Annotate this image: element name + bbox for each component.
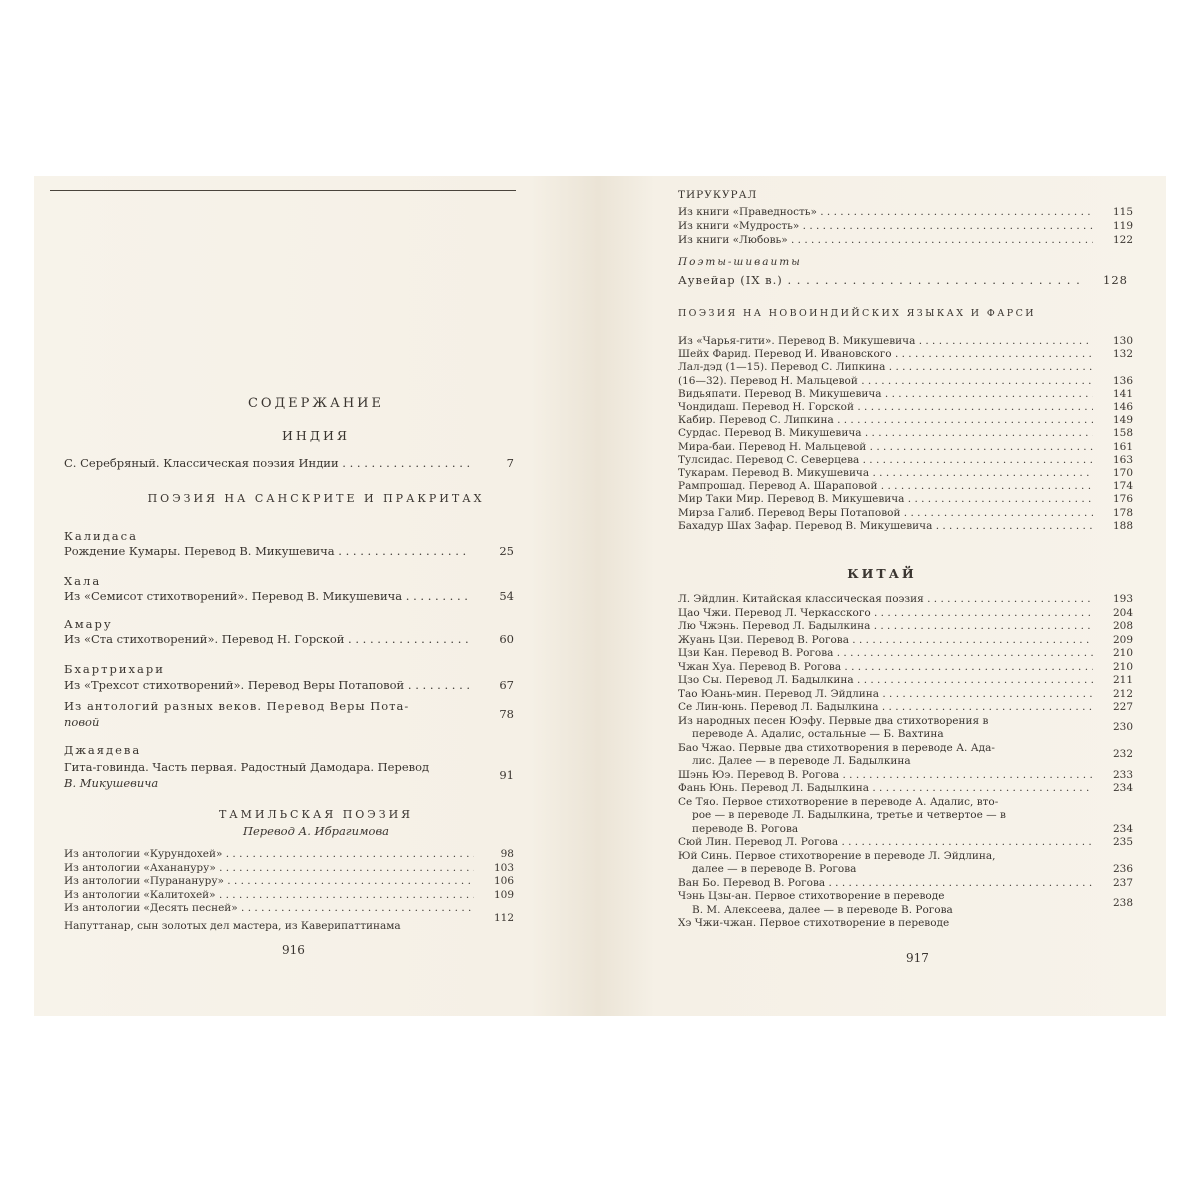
toc-entry-line1[interactable]: Из народных песен Юэфу. Первые два стихотворения в [678, 714, 989, 727]
author-amaru: Амару [64, 617, 113, 631]
tamil-translator: Перевод А. Ибрагимова [242, 824, 390, 838]
entry-title: Се Лин-юнь. Перевод Л. Бадылкина . . . [678, 701, 1093, 715]
entry-page: 7 [506, 456, 514, 470]
top-rule [50, 190, 516, 191]
author-kalidasa: Калидаса [64, 529, 138, 543]
entry-page: 103 [493, 861, 514, 874]
toc-entry-line2: переводе А. Адалис, остальные — Б. Вахтина [692, 728, 944, 740]
entry-title: Сурдас. Перевод В. Микушевича . . . [678, 427, 1093, 441]
entry-page: 212 [1112, 687, 1133, 700]
entry-page: 230 [1112, 721, 1133, 734]
entry-page: 211 [1112, 674, 1133, 686]
toc-entry[interactable] [678, 701, 1133, 715]
entry-title: Цзо Сы. Перевод Л. Бадылкина . . . [678, 674, 1093, 688]
toc-entry[interactable] [678, 401, 1133, 415]
toc-entry[interactable] [678, 388, 1133, 402]
entry-page: 163 [1112, 453, 1133, 466]
entry-title: Бахадур Шах Зафар. Перевод В. Микушевича . . . [678, 520, 1093, 534]
toc-entry[interactable] [678, 375, 1133, 389]
entry-title: Из книги «Мудрость» . . . [678, 220, 1093, 234]
toc-entry[interactable] [678, 507, 1133, 521]
entry-title: Жуань Цзи. Перевод В. Рогова . . . [678, 634, 1093, 648]
entry-page: 208 [1112, 620, 1133, 632]
entry-title: Тао Юань-мин. Перевод Л. Эйдлина . . . [678, 688, 1093, 702]
toc-entry[interactable] [678, 520, 1133, 534]
entry-title: Мир Таки Мир. Перевод В. Микушевича . . . [678, 493, 1093, 507]
author-bhartrihari: Бхартрихари [64, 662, 165, 676]
toc-entry[interactable] [678, 661, 1133, 675]
entry-page: 204 [1112, 606, 1133, 619]
toc-entry-anthology-page: 78 [499, 707, 514, 721]
toc-entry[interactable] [678, 769, 1133, 783]
contents-title: СОДЕРЖАНИЕ [247, 396, 385, 411]
entry-page: 193 [1112, 593, 1133, 605]
entry-page: 176 [1112, 493, 1133, 506]
toc-entry[interactable] [678, 220, 1133, 234]
entry-title: С. Серебряный. Классическая поэзия Индии . . . [64, 455, 470, 471]
page-number-left: 916 [282, 943, 305, 957]
section-heading-shivaites: Поэты-шиваиты [678, 256, 802, 268]
entry-page: 170 [1112, 467, 1133, 479]
toc-entry[interactable] [678, 782, 1133, 796]
entry-page: 128 [1103, 273, 1128, 287]
toc-entry[interactable] [678, 454, 1133, 468]
toc-entry-line1[interactable]: Юй Синь. Первое стихотворение в переводе Л. Эйдлина, [678, 849, 996, 862]
entry-title: Из антологии «Курундохей» . . . [64, 848, 474, 862]
toc-entry[interactable] [64, 902, 514, 916]
toc-entry-amaru[interactable] [64, 631, 514, 647]
toc-entry[interactable] [678, 335, 1133, 349]
toc-entry-line3: переводе В. Рогова [692, 822, 799, 835]
entry-page: 136 [1112, 374, 1133, 387]
entry-page: 238 [1112, 896, 1133, 909]
entry-title: Из антологии «Десять песней» . . . [64, 902, 474, 916]
entry-page: 141 [1112, 387, 1133, 400]
toc-entry-line1[interactable]: Чэнь Цзы-ан. Первое стихотворение в переводе [678, 890, 945, 902]
toc-entry-line2: В. М. Алексеева, далее — в переводе В. Рогова [692, 903, 953, 916]
toc-entry[interactable] [678, 480, 1133, 494]
entry-page: 25 [499, 544, 514, 558]
entry-title: Из антологии «Калитохей» . . . [64, 889, 474, 903]
toc-entry-line1[interactable]: Се Тяо. Первое стихотворение в переводе А. Адалис, вто- [678, 795, 999, 808]
toc-entry[interactable] [678, 634, 1133, 648]
entry-page: 235 [1112, 836, 1133, 848]
toc-entry-auveyar[interactable] [678, 272, 1128, 288]
toc-entry-jayadeva-page: 91 [499, 768, 514, 782]
entry-page: 234 [1112, 822, 1133, 835]
toc-entry[interactable] [678, 836, 1133, 850]
toc-entry-naputtanar[interactable]: Напуттанар, сын золотых дел мастера, из Каверипаттинама [64, 920, 401, 932]
section-heading-new-indian: ПОЭЗИЯ НА НОВОИНДИЙСКИХ ЯЗЫКАХ И ФАРСИ [678, 308, 1036, 319]
toc-entry[interactable] [678, 441, 1133, 455]
toc-entry[interactable] [678, 877, 1133, 891]
entry-page: 98 [500, 848, 514, 860]
toc-entry[interactable] [64, 862, 514, 876]
entry-page: 115 [1112, 206, 1133, 218]
entry-title: Кабир. Перевод С. Липкина . . . [678, 414, 1093, 428]
toc-entry[interactable] [678, 414, 1133, 428]
entry-title: Из «Ста стихотворений». Перевод Н. Горской . . . [64, 631, 470, 647]
entry-page: 158 [1112, 427, 1133, 440]
entry-title: Из антологии «Аханануру» . . . [64, 862, 474, 876]
toc-entry-kalidasa[interactable] [64, 543, 514, 559]
entry-title: Шэнь Юэ. Перевод В. Рогова . . . [678, 769, 1093, 783]
entry-title: Мира-баи. Перевод Н. Мальцевой . . . [678, 441, 1093, 455]
entry-title: Лал-дэд (1—15). Перевод С. Липкина . . . [678, 361, 1093, 375]
toc-entry-line1[interactable]: Бао Чжао. Первые два стихотворения в переводе А. Ада- [678, 741, 995, 754]
entry-title: Аувейар (IX в.) . . . [678, 272, 1084, 288]
section-heading-tirukural: ТИРУКУРАЛ [678, 189, 758, 201]
entry-page: 109 [493, 888, 514, 901]
entry-page: 149 [1112, 414, 1133, 427]
section-heading-sanskrit: ПОЭЗИЯ НА САНСКРИТЕ И ПРАКРИТАХ [147, 492, 485, 505]
entry-page: 130 [1112, 335, 1133, 347]
entry-title: Чондидаш. Перевод Н. Горской . . . [678, 401, 1093, 415]
entry-title: Сюй Лин. Перевод Л. Рогова . . . [678, 836, 1093, 850]
entry-page: 60 [499, 632, 514, 646]
entry-page: 119 [1112, 220, 1133, 232]
entry-title: Рампрошад. Перевод А. Шараповой . . . [678, 480, 1093, 494]
toc-entry-jayadeva-line2: В. Микушевича [64, 776, 159, 790]
entry-title: (16—32). Перевод Н. Мальцевой . . . [678, 375, 1093, 389]
entry-page: 227 [1112, 701, 1133, 713]
entry-page: 67 [499, 678, 514, 692]
toc-entry-line1[interactable]: Хэ Чжи-чжан. Первое стихотворение в переводе [678, 917, 950, 929]
toc-entry[interactable] [678, 620, 1133, 634]
toc-entry[interactable] [678, 674, 1133, 688]
entry-title: Лю Чжэнь. Перевод Л. Бадылкина . . . [678, 620, 1093, 634]
toc-entry-naputtanar-page: 112 [493, 912, 514, 924]
toc-entry-jayadeva-line1[interactable]: Гита-говинда. Часть первая. Радостный Дамодара. Перевод [64, 760, 430, 774]
toc-entry[interactable] [678, 361, 1133, 375]
entry-page: 174 [1112, 480, 1133, 493]
toc-entry[interactable] [678, 206, 1133, 220]
entry-title: Чжан Хуа. Перевод В. Рогова . . . [678, 661, 1093, 675]
toc-entry[interactable] [678, 647, 1133, 661]
entry-title: Видьяпати. Перевод В. Микушевича . . . [678, 388, 1093, 402]
entry-page: 161 [1112, 440, 1133, 453]
entry-page: 146 [1112, 401, 1133, 413]
entry-page: 233 [1112, 768, 1133, 781]
toc-entry[interactable] [678, 688, 1133, 702]
toc-entry-hala[interactable] [64, 588, 514, 604]
toc-entry[interactable] [678, 593, 1133, 607]
toc-entry-line2: лис. Далее — в переводе Л. Бадылкина [692, 755, 911, 767]
toc-entry[interactable] [678, 607, 1133, 621]
entry-page: 210 [1112, 660, 1133, 673]
entry-page: 54 [499, 589, 514, 603]
entry-page: 178 [1112, 506, 1133, 519]
entry-page: 188 [1112, 519, 1133, 532]
author-hala: Хала [64, 574, 102, 588]
entry-page: 237 [1112, 876, 1133, 889]
entry-title: Из книги «Любовь» . . . [678, 234, 1093, 248]
china-title: КИТАЙ [847, 566, 917, 581]
page-number-right: 917 [906, 951, 929, 965]
entry-page: 106 [493, 875, 514, 887]
toc-entry[interactable] [64, 875, 514, 889]
entry-title: Цзи Кан. Перевод В. Рогова . . . [678, 647, 1093, 661]
left-page [34, 176, 598, 1016]
entry-title: Рождение Кумары. Перевод В. Микушевича . . . [64, 543, 470, 559]
toc-entry-bhartrihari[interactable] [64, 677, 514, 693]
toc-entry[interactable] [678, 348, 1133, 362]
entry-page: 132 [1112, 348, 1133, 361]
toc-entry[interactable] [678, 467, 1133, 481]
toc-entry-intro[interactable] [64, 455, 514, 471]
entry-page: 232 [1112, 748, 1133, 761]
entry-title: Из книги «Праведность» . . . [678, 206, 1093, 220]
toc-entry-anthology-line2: повой [64, 715, 100, 729]
entry-title: Из «Семисот стихотворений». Перевод В. Микушевича . . . [64, 588, 470, 604]
entry-page: 236 [1112, 863, 1133, 875]
toc-entry-line2: рое — в переводе Л. Бадылкина, третье и четвертое — в [692, 809, 1006, 821]
toc-entry[interactable] [64, 889, 514, 903]
entry-page: 210 [1112, 647, 1133, 659]
author-jayadeva: Джаядева [64, 743, 142, 757]
section-heading-tamil: ТАМИЛЬСКАЯ ПОЭЗИЯ [218, 808, 414, 821]
entry-title: Тукарам. Перевод В. Микушевича . . . [678, 467, 1093, 481]
entry-title: Л. Эйдлин. Китайская классическая поэзия . . . [678, 593, 1093, 607]
entry-page: 209 [1112, 633, 1133, 646]
entry-title: Из «Чарья-гити». Перевод В. Микушевича . . . [678, 335, 1093, 349]
toc-entry[interactable] [678, 234, 1133, 248]
toc-entry-line2: далее — в переводе В. Рогова [692, 863, 857, 875]
toc-entry[interactable] [64, 848, 514, 862]
entry-title: Ван Бо. Перевод В. Рогова . . . [678, 877, 1093, 891]
entry-title: Из «Трехсот стихотворений». Перевод Веры Потаповой . . . [64, 677, 470, 693]
entry-page: 122 [1112, 234, 1133, 246]
entry-title: Тулсидас. Перевод С. Северцева . . . [678, 454, 1093, 468]
entry-title: Фань Юнь. Перевод Л. Бадылкина . . . [678, 782, 1093, 796]
right-page [598, 176, 1166, 1016]
entry-title: Шейх Фарид. Перевод И. Ивановского . . . [678, 348, 1093, 362]
toc-entry[interactable] [678, 493, 1133, 507]
toc-entry-anthology-line1[interactable]: Из антологий разных веков. Перевод Веры Пота- [64, 699, 410, 713]
entry-title: Мирза Галиб. Перевод Веры Потаповой . . . [678, 507, 1093, 521]
entry-page: 234 [1112, 782, 1133, 794]
entry-title: Из антологии «Пуранануру» . . . [64, 875, 474, 889]
toc-entry[interactable] [678, 427, 1133, 441]
entry-title: Цао Чжи. Перевод Л. Черкасского . . . [678, 607, 1093, 621]
india-title: ИНДИЯ [282, 428, 350, 443]
